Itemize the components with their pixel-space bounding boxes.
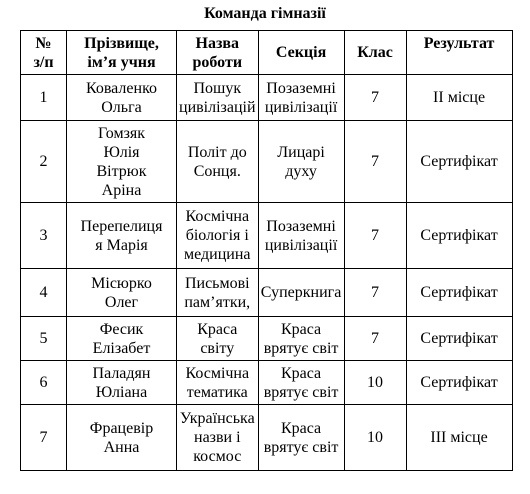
row-number: 7 bbox=[21, 405, 67, 471]
table-row bbox=[21, 405, 513, 471]
row-number: 5 bbox=[21, 317, 67, 361]
row-number: 1 bbox=[21, 75, 67, 121]
table-row bbox=[21, 203, 513, 269]
student-name: Фрацевір Анна bbox=[67, 405, 177, 471]
grade-value: 7 bbox=[344, 121, 406, 203]
grade-value: 7 bbox=[344, 317, 406, 361]
grade-value: 7 bbox=[344, 75, 406, 121]
section-name: Позаземні цивілізації bbox=[258, 75, 344, 121]
student-name: Фесик Елізабет bbox=[67, 317, 177, 361]
header-section: Секція bbox=[258, 31, 344, 75]
result-value: ІІІ місце bbox=[406, 405, 512, 471]
row-number: 3 bbox=[21, 203, 67, 269]
header-name: Прізвище, ім’я учня bbox=[67, 31, 177, 75]
section-name: Лицарі духу bbox=[258, 121, 344, 203]
result-value: Сертифікат bbox=[406, 361, 512, 405]
row-number: 2 bbox=[21, 121, 67, 203]
work-title: Письмові пам’ятки, bbox=[177, 269, 259, 317]
section-name: Краса врятує світ bbox=[258, 405, 344, 471]
result-value: ІІ місце bbox=[406, 75, 512, 121]
team-table bbox=[20, 30, 513, 471]
header-number: № з/п bbox=[21, 31, 67, 75]
section-name: Краса врятує світ bbox=[258, 317, 344, 361]
student-name: Гомзяк Юлія Вітрюк Аріна bbox=[67, 121, 177, 203]
grade-value: 7 bbox=[344, 203, 406, 269]
work-title: Пошук цивілізацій bbox=[177, 75, 259, 121]
work-title: Політ до Сонця. bbox=[177, 121, 259, 203]
result-value: Сертифікат bbox=[406, 317, 512, 361]
student-name: Коваленко Ольга bbox=[67, 75, 177, 121]
work-title: Краса світу bbox=[177, 317, 259, 361]
grade-value: 7 bbox=[344, 269, 406, 317]
student-name: Місюрко Олег bbox=[67, 269, 177, 317]
result-value: Сертифікат bbox=[406, 121, 512, 203]
work-title: Космічна біологія і медицина bbox=[177, 203, 259, 269]
work-title: Українська назви і космос bbox=[177, 405, 259, 471]
page-title: Команда гімназії bbox=[204, 5, 326, 22]
table-row bbox=[21, 317, 513, 361]
student-name: Паладян Юліана bbox=[67, 361, 177, 405]
row-number: 6 bbox=[21, 361, 67, 405]
header-result: Результат bbox=[406, 31, 512, 75]
section-name: Позаземні цивілізації bbox=[258, 203, 344, 269]
table-header-row bbox=[21, 31, 513, 75]
header-grade: Клас bbox=[344, 31, 406, 75]
table-row bbox=[21, 361, 513, 405]
student-name: Перепелиця я Марія bbox=[67, 203, 177, 269]
table-row bbox=[21, 75, 513, 121]
section-name: Краса врятує світ bbox=[258, 361, 344, 405]
grade-value: 10 bbox=[344, 405, 406, 471]
result-value: Сертифікат bbox=[406, 269, 512, 317]
row-number: 4 bbox=[21, 269, 67, 317]
grade-value: 10 bbox=[344, 361, 406, 405]
section-name: Суперкнига bbox=[258, 269, 344, 317]
result-value: Сертифікат bbox=[406, 203, 512, 269]
work-title: Космічна тематика bbox=[177, 361, 259, 405]
table-row bbox=[21, 269, 513, 317]
table-row bbox=[21, 121, 513, 203]
header-work: Назва роботи bbox=[177, 31, 259, 75]
